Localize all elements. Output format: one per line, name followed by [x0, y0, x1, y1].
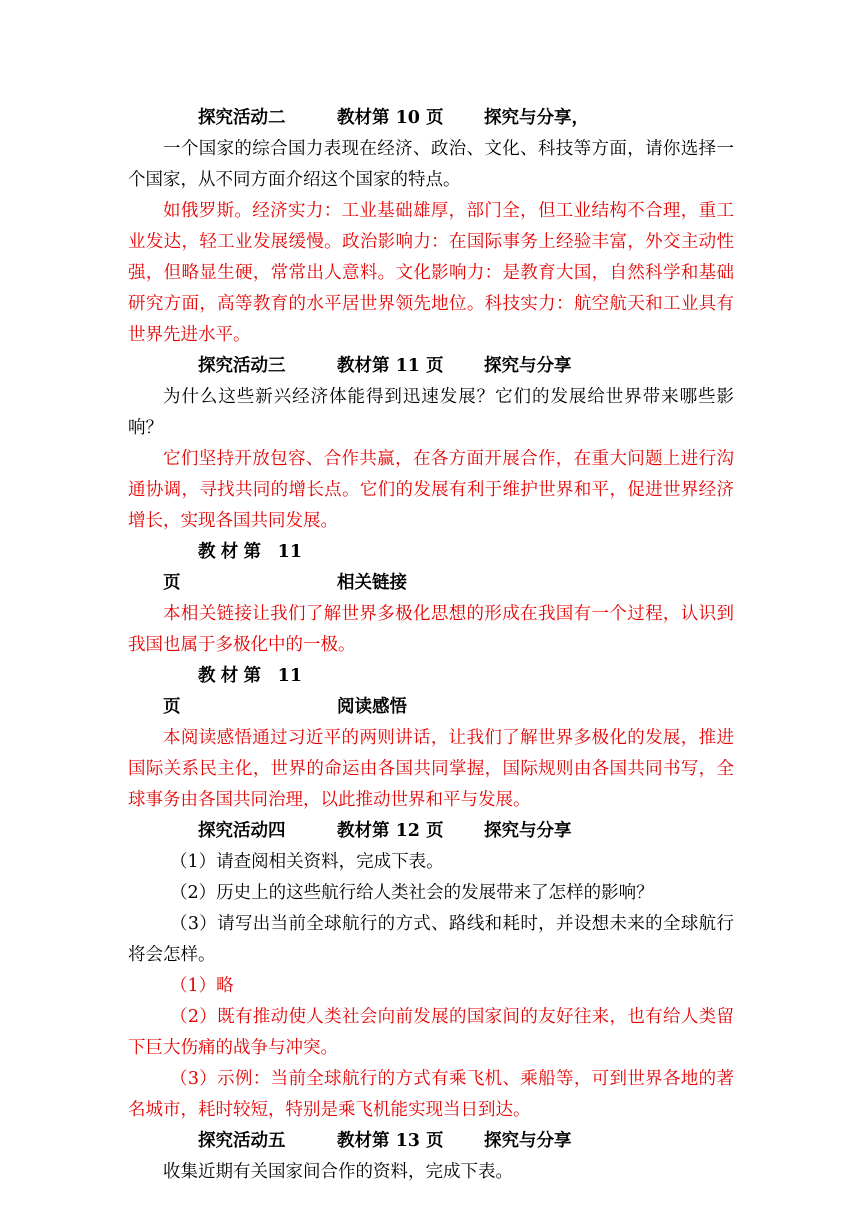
section-heading	[128, 351, 734, 382]
section-type: 探究与分享	[484, 821, 572, 841]
answer-item: （1）略	[170, 976, 234, 996]
textbook-page: 教材第 13 页	[337, 1131, 444, 1151]
section-heading	[128, 103, 734, 134]
question-item: （1）请查阅相关资料，完成下表。	[170, 852, 444, 872]
answer-text: 本阅读感悟通过习近平的两则讲话，让我们了解世界多极化的发展，推进国际关系民主化，世界的命运由各国共同掌握，国际规则由各国共同书写，全球事务由各国共同治理，以此推动世界和平与发展。	[128, 728, 734, 810]
answer-text: 如俄罗斯。经济实力：工业基础雄厚，部门全，但工业结构不合理，重工业发达，轻工业发展缓慢。政治影响力：在国际事务上经验丰富，外交主动性强，但略显生硬，常常出人意料。文化影响力：是教育大国，自然科学和基础研究方面，高等教育的水平居世界领先地位。科技实力：航空航天和工业具有世界先进水平。	[128, 201, 734, 345]
section-heading	[128, 1126, 734, 1157]
section-type: 探究与分享，	[484, 108, 589, 128]
question-text: 为什么这些新兴经济体能得到迅速发展？它们的发展给世界带来哪些影响？	[128, 387, 734, 438]
section-type: 探究与分享	[484, 1131, 572, 1151]
textbook-page: 教材第 12 页	[337, 821, 444, 841]
answer-text: 它们坚持开放包容、合作共赢，在各方面开展合作，在重大问题上进行沟通协调，寻找共同的增长点。它们的发展有利于维护世界和平，促进世界经济增长，实现各国共同发展。	[128, 449, 734, 531]
section-heading	[128, 661, 734, 723]
section-type: 探究与分享	[484, 356, 572, 376]
question-item: （3）请写出当前全球航行的方式、路线和耗时，并设想未来的全球航行将会怎样。	[128, 914, 734, 965]
textbook-page: 教材第 10 页	[337, 108, 444, 128]
question-item: （2）历史上的这些航行给人类社会的发展带来了怎样的影响？	[170, 883, 654, 903]
textbook-page: 教材第 11 页	[163, 542, 302, 593]
answer-item: （3）示例：当前全球航行的方式有乘飞机、乘船等，可到世界各地的著名城市，耗时较短，特别是乘飞机能实现当日到达。	[128, 1069, 734, 1120]
answer-item: （2）既有推动使人类社会向前发展的国家间的友好往来，也有给人类留下巨大伤痛的战争与冲突。	[128, 1007, 734, 1058]
document-body	[128, 103, 734, 1188]
section-heading	[128, 537, 734, 599]
activity-label: 探究活动三	[198, 356, 286, 376]
answer-text: 本相关链接让我们了解世界多极化思想的形成在我国有一个过程，认识到我国也属于多极化中的一极。	[128, 604, 734, 655]
activity-label: 探究活动五	[198, 1131, 286, 1151]
textbook-page: 教材第 11 页	[337, 356, 444, 376]
activity-label: 探究活动二	[198, 108, 286, 128]
question-text: 一个国家的综合国力表现在经济、政治、文化、科技等方面，请你选择一个国家，从不同方面介绍这个国家的特点。	[128, 139, 734, 190]
section-heading	[128, 816, 734, 847]
question-text: 收集近期有关国家间合作的资料，完成下表。	[163, 1162, 513, 1182]
activity-label: 探究活动四	[198, 821, 286, 841]
section-type: 阅读感悟	[337, 697, 407, 717]
textbook-page: 教材第 11 页	[163, 666, 302, 717]
section-type: 相关链接	[337, 573, 407, 593]
